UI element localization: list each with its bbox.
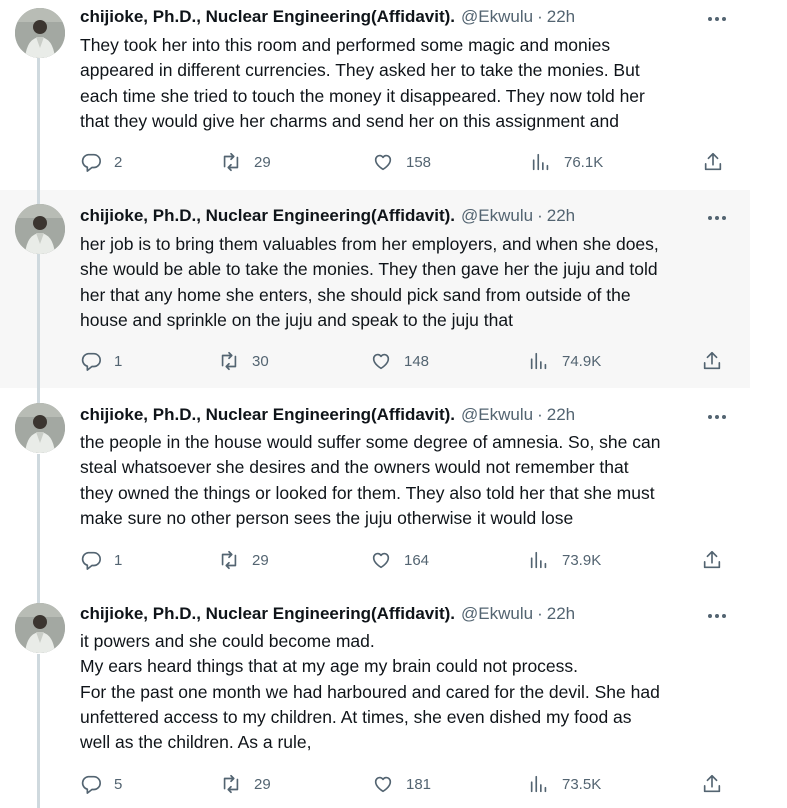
retweet-button[interactable] bbox=[218, 349, 269, 373]
tweet-text-line: unfettered access to my children. At times, she even dished my food as bbox=[80, 706, 632, 727]
tweet-text-line: each time she tried to touch the money it disappeared. They now told her bbox=[80, 85, 645, 106]
separator-dot: · bbox=[537, 604, 543, 623]
separator-dot: · bbox=[537, 7, 543, 26]
separator-dot: · bbox=[537, 405, 543, 424]
tweet-text-line: it powers and she could become mad. bbox=[80, 631, 375, 651]
reply-count: 5 bbox=[114, 775, 123, 793]
more-icon bbox=[706, 406, 728, 428]
share-icon bbox=[702, 151, 724, 173]
thread-line bbox=[37, 388, 40, 404]
share-button[interactable] bbox=[702, 150, 724, 174]
tweet-text-line: My ears heard things that at my age my brain could not process. bbox=[80, 656, 579, 677]
reply-icon bbox=[80, 151, 102, 173]
tweet[interactable] bbox=[0, 388, 750, 588]
timestamp[interactable]: 22h bbox=[546, 7, 576, 26]
tweet-text-line: well as the children. As a rule, bbox=[80, 732, 312, 753]
views-icon bbox=[528, 350, 550, 372]
reply-icon bbox=[80, 549, 102, 571]
retweet-icon bbox=[220, 151, 242, 173]
avatar[interactable] bbox=[15, 8, 65, 58]
retweet-count: 29 bbox=[254, 775, 271, 793]
tweet-header bbox=[80, 404, 730, 426]
author-name[interactable]: chijioke, Ph.D., Nuclear Engineering(Affidavit). bbox=[80, 405, 456, 424]
thread-line bbox=[37, 254, 40, 388]
avatar[interactable] bbox=[15, 603, 65, 653]
tweet-text-line: For the past one month we had harboured and cared for the devil. She had bbox=[80, 681, 660, 702]
heart-icon bbox=[372, 151, 394, 173]
like-button[interactable] bbox=[372, 772, 431, 796]
tweet-text-line: her job is to bring them valuables from her employers, and when she does, bbox=[80, 234, 659, 254]
reply-button[interactable] bbox=[80, 349, 122, 373]
tweet-actions bbox=[80, 772, 730, 796]
share-icon bbox=[701, 773, 723, 795]
heart-icon bbox=[370, 549, 392, 571]
more-icon bbox=[706, 207, 728, 229]
author-name[interactable]: chijioke, Ph.D., Nuclear Engineering(Affidavit). bbox=[80, 604, 456, 623]
views-count: 76.1K bbox=[564, 153, 604, 171]
like-count: 158 bbox=[406, 153, 432, 171]
timestamp[interactable]: 22h bbox=[546, 405, 576, 424]
like-button[interactable] bbox=[370, 349, 429, 373]
tweet[interactable] bbox=[0, 0, 750, 190]
reply-icon bbox=[80, 773, 102, 795]
tweet-header bbox=[80, 205, 730, 227]
more-icon bbox=[706, 8, 728, 30]
avatar-image bbox=[15, 603, 65, 653]
thread-line bbox=[37, 588, 40, 604]
thread-line bbox=[37, 454, 40, 588]
like-button[interactable] bbox=[370, 548, 429, 572]
like-count: 181 bbox=[406, 775, 432, 793]
views-icon bbox=[528, 773, 550, 795]
reply-button[interactable] bbox=[80, 772, 122, 796]
tweet-text bbox=[80, 33, 735, 134]
reply-count: 1 bbox=[114, 551, 123, 569]
views-count: 73.5K bbox=[562, 775, 602, 793]
like-count: 164 bbox=[404, 551, 430, 569]
retweet-button[interactable] bbox=[220, 772, 271, 796]
tweet-text-line: her that any home she enters, she should pick sand from outside of the bbox=[80, 284, 631, 305]
tweet-actions bbox=[80, 349, 730, 373]
retweet-button[interactable] bbox=[218, 548, 269, 572]
retweet-count: 30 bbox=[252, 352, 269, 370]
heart-icon bbox=[370, 350, 392, 372]
reply-button[interactable] bbox=[80, 150, 122, 174]
reply-button[interactable] bbox=[80, 548, 122, 572]
avatar[interactable] bbox=[15, 403, 65, 453]
more-icon bbox=[706, 605, 728, 627]
like-count: 148 bbox=[404, 352, 430, 370]
views-icon bbox=[530, 151, 552, 173]
retweet-count: 29 bbox=[252, 551, 269, 569]
reply-icon bbox=[80, 350, 102, 372]
author-handle[interactable]: @Ekwulu bbox=[461, 7, 534, 26]
author-handle[interactable]: @Ekwulu bbox=[461, 405, 534, 424]
tweet[interactable] bbox=[0, 588, 750, 808]
tweet-header bbox=[80, 603, 730, 625]
avatar[interactable] bbox=[15, 204, 65, 254]
tweet-text-line: house and sprinkle on the juju and speak to the juju that bbox=[80, 309, 513, 330]
tweet-actions bbox=[80, 548, 730, 572]
tweet-text bbox=[80, 430, 735, 531]
share-icon bbox=[701, 350, 723, 372]
tweet-text-line: she would be able to take the monies. They then gave her the juju and told bbox=[80, 259, 658, 280]
share-button[interactable] bbox=[701, 772, 723, 796]
tweet-text-line: steal whatsoever she desires and the owners would not remember that bbox=[80, 457, 629, 478]
heart-icon bbox=[372, 773, 394, 795]
tweet-text-line: They took her into this room and performed some magic and monies bbox=[80, 35, 611, 55]
avatar-image bbox=[15, 8, 65, 58]
more-options-button[interactable] bbox=[706, 406, 728, 428]
views-icon bbox=[528, 549, 550, 571]
views-button[interactable] bbox=[528, 772, 601, 796]
reply-count: 1 bbox=[114, 352, 123, 370]
views-button[interactable] bbox=[528, 349, 601, 373]
thread-line bbox=[37, 654, 40, 808]
tweet-text bbox=[80, 629, 735, 755]
views-count: 73.9K bbox=[562, 551, 602, 569]
share-button[interactable] bbox=[701, 548, 723, 572]
reply-count: 2 bbox=[114, 153, 123, 171]
tweet-text bbox=[80, 232, 735, 333]
tweet-text-line: appeared in different currencies. They asked her to take the monies. But bbox=[80, 60, 640, 81]
retweet-icon bbox=[220, 773, 242, 795]
more-options-button[interactable] bbox=[706, 605, 728, 627]
separator-dot: · bbox=[537, 206, 543, 225]
retweet-icon bbox=[218, 549, 240, 571]
share-button[interactable] bbox=[701, 349, 723, 373]
more-options-button[interactable] bbox=[706, 207, 728, 229]
tweet-text-line: make sure no other person sees the juju otherwise it would lose bbox=[80, 507, 574, 528]
tweet[interactable] bbox=[0, 190, 750, 388]
author-name[interactable]: chijioke, Ph.D., Nuclear Engineering(Affidavit). bbox=[80, 206, 456, 225]
retweet-count: 29 bbox=[254, 153, 271, 171]
timestamp[interactable]: 22h bbox=[546, 604, 576, 623]
retweet-button[interactable] bbox=[220, 150, 271, 174]
views-count: 74.9K bbox=[562, 352, 602, 370]
thread-line bbox=[37, 58, 40, 190]
tweet-text-line: that they would give her charms and send her on this assignment and bbox=[80, 110, 619, 131]
tweet-header bbox=[80, 6, 730, 28]
avatar-image bbox=[15, 403, 65, 453]
views-button[interactable] bbox=[528, 548, 601, 572]
tweet-text-line: they owned the things or looked for them. They also told her that she must bbox=[80, 482, 655, 503]
share-icon bbox=[701, 549, 723, 571]
tweet-actions bbox=[80, 150, 730, 174]
author-name[interactable]: chijioke, Ph.D., Nuclear Engineering(Affidavit). bbox=[80, 7, 456, 26]
retweet-icon bbox=[218, 350, 240, 372]
author-handle[interactable]: @Ekwulu bbox=[461, 604, 534, 623]
more-options-button[interactable] bbox=[706, 8, 728, 30]
author-handle[interactable]: @Ekwulu bbox=[461, 206, 534, 225]
tweet-text-line: the people in the house would suffer some degree of amnesia. So, she can bbox=[80, 432, 661, 452]
views-button[interactable] bbox=[530, 150, 603, 174]
like-button[interactable] bbox=[372, 150, 431, 174]
timestamp[interactable]: 22h bbox=[546, 206, 576, 225]
avatar-image bbox=[15, 204, 65, 254]
